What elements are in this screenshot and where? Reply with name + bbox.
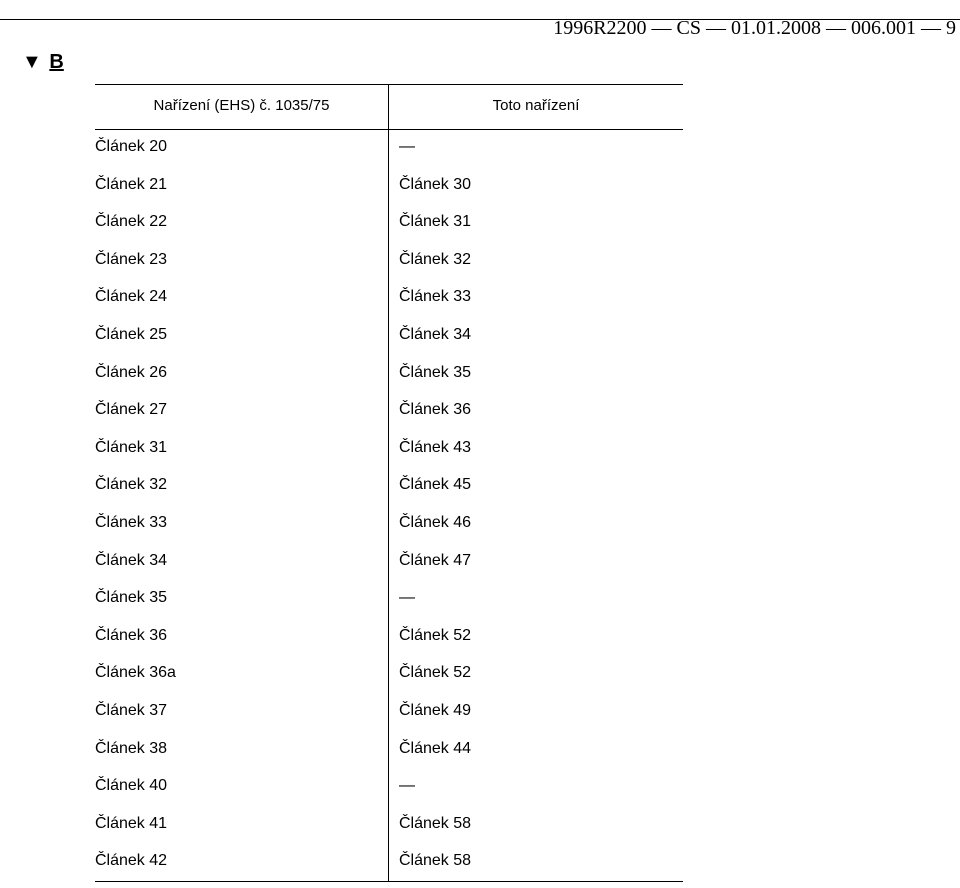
- cell-old-article: Článek 36: [95, 626, 168, 644]
- correlation-table: [95, 84, 683, 882]
- table-row: [95, 399, 683, 437]
- table-body: [95, 136, 683, 888]
- amendment-marker: [22, 50, 64, 74]
- triangle-down-icon: ▼: [22, 51, 42, 73]
- cell-new-article: Článek 36: [399, 401, 472, 419]
- cell-new-article: Článek 44: [399, 739, 472, 757]
- cell-old-article: Článek 41: [95, 814, 168, 832]
- table-row: [95, 662, 683, 700]
- cell-new-article: Článek 33: [399, 288, 472, 306]
- cell-new-article: Článek 58: [399, 852, 472, 870]
- table-row: [95, 324, 683, 362]
- cell-old-article: Článek 25: [95, 325, 168, 343]
- cell-old-article: Článek 26: [95, 363, 168, 381]
- cell-new-article: —: [399, 138, 415, 155]
- table-row: [95, 775, 683, 813]
- table-row: [95, 700, 683, 738]
- cell-new-article: Článek 46: [399, 513, 472, 531]
- column-header-this-regulation: Toto nařízení: [492, 97, 580, 114]
- cell-new-article: Článek 52: [399, 664, 472, 682]
- table-row: [95, 136, 683, 174]
- cell-new-article: Článek 34: [399, 325, 472, 343]
- table-row: [95, 813, 683, 851]
- cell-old-article: Článek 42: [95, 852, 168, 870]
- cell-old-article: Článek 31: [95, 438, 168, 456]
- document-reference: 1996R2200 — CS — 01.01.2008 — 006.001 — 9: [553, 17, 956, 39]
- cell-new-article: Článek 58: [399, 814, 472, 832]
- cell-new-article: Článek 47: [399, 551, 472, 569]
- table-row: [95, 587, 683, 625]
- column-header-old-regulation: Nařízení (EHS) č. 1035/75: [153, 97, 330, 114]
- table-row: [95, 174, 683, 212]
- table-row: [95, 512, 683, 550]
- cell-old-article: Článek 32: [95, 476, 168, 494]
- cell-new-article: Článek 43: [399, 438, 472, 456]
- table-row: [95, 474, 683, 512]
- table-row: [95, 286, 683, 324]
- cell-old-article: Článek 40: [95, 777, 168, 795]
- table-top-border: [95, 84, 683, 85]
- cell-new-article: Článek 35: [399, 363, 472, 381]
- cell-old-article: Článek 20: [95, 138, 168, 155]
- table-row: [95, 625, 683, 663]
- cell-old-article: Článek 22: [95, 213, 168, 231]
- cell-old-article: Článek 21: [95, 175, 168, 193]
- cell-new-article: —: [399, 589, 415, 607]
- cell-old-article: Článek 34: [95, 551, 168, 569]
- cell-new-article: Článek 32: [399, 250, 472, 268]
- cell-old-article: Článek 27: [95, 401, 168, 419]
- table-row: [95, 249, 683, 287]
- cell-old-article: Článek 38: [95, 739, 168, 757]
- table-row: [95, 550, 683, 588]
- table-row: [95, 211, 683, 249]
- header-rule: [0, 17, 960, 39]
- table-row: [95, 437, 683, 475]
- cell-old-article: Článek 36a: [95, 664, 176, 682]
- table-header-separator: [95, 129, 683, 130]
- cell-old-article: Článek 24: [95, 288, 168, 306]
- cell-new-article: —: [399, 777, 415, 795]
- cell-old-article: Článek 37: [95, 701, 168, 719]
- table-row: [95, 738, 683, 776]
- table-row: [95, 362, 683, 400]
- amendment-code: B: [49, 51, 64, 73]
- cell-old-article: Článek 33: [95, 513, 168, 531]
- table-row: [95, 850, 683, 888]
- cell-new-article: Článek 31: [399, 213, 472, 231]
- cell-old-article: Článek 23: [95, 250, 168, 268]
- cell-new-article: Článek 52: [399, 626, 472, 644]
- cell-new-article: Článek 49: [399, 701, 472, 719]
- cell-old-article: Článek 35: [95, 589, 168, 607]
- cell-new-article: Článek 45: [399, 476, 472, 494]
- cell-new-article: Článek 30: [399, 175, 472, 193]
